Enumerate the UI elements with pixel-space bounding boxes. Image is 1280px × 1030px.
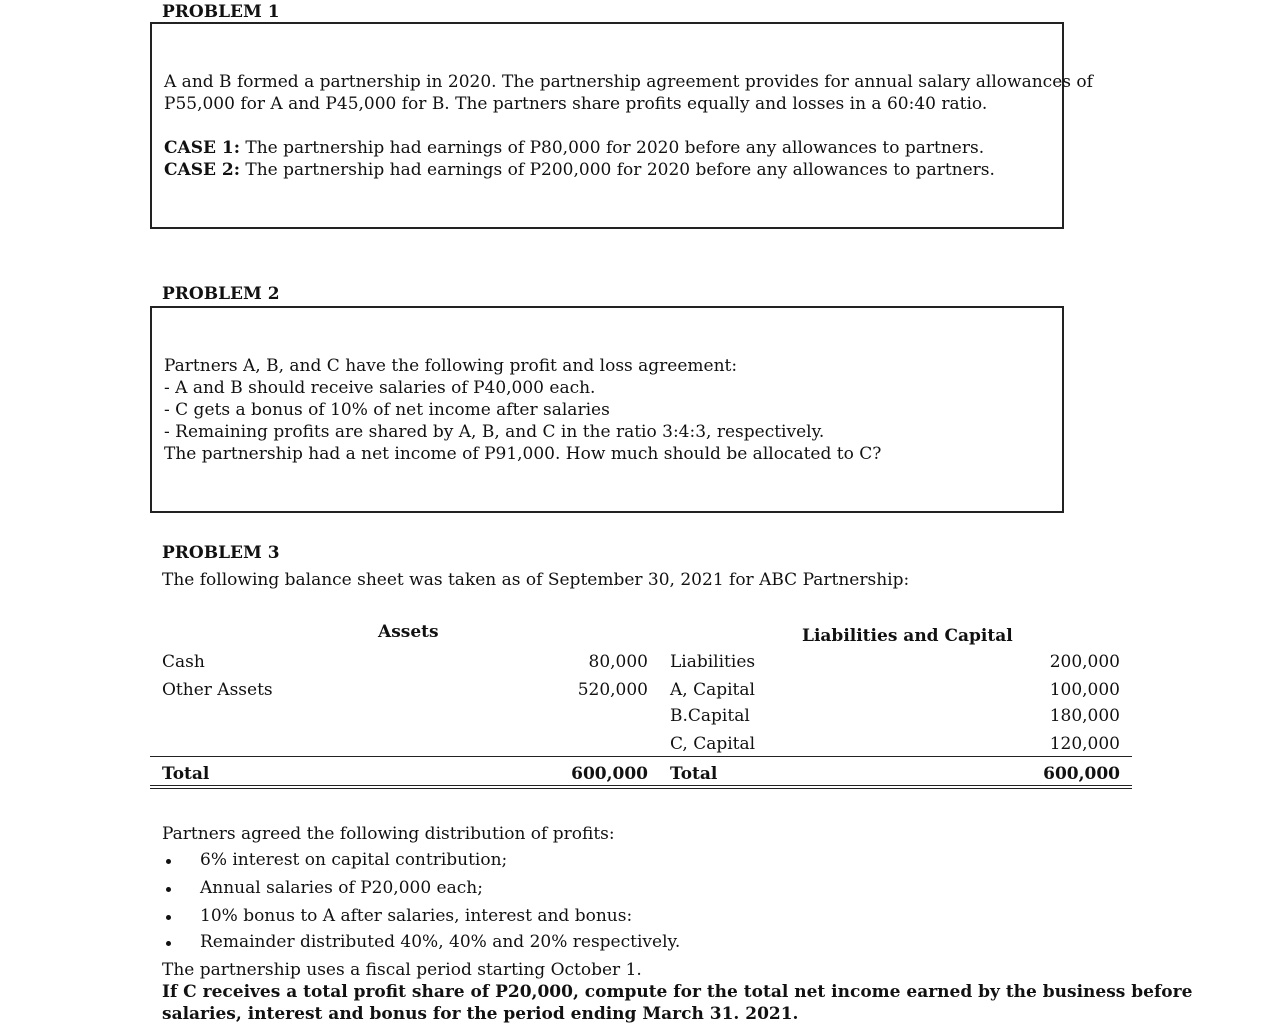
assets-header: Assets xyxy=(378,622,439,642)
problem-1-case-1 xyxy=(164,138,984,158)
total-assets-label: Total xyxy=(162,764,210,784)
problem-3-intro: The following balance sheet was taken as of September 30, 2021 for ABC Partnership: xyxy=(162,570,910,590)
question-line-2: salaries, interest and bonus for the period ending March 31. 2021. xyxy=(162,1004,799,1024)
bullet-icon xyxy=(166,887,171,892)
case-1-text: The partnership had earnings of P80,000 for 2020 before any allowances to partners. xyxy=(239,138,985,158)
problem-2-line: - C gets a bonus of 10% of net income after salaries xyxy=(164,400,610,420)
liability-value: 100,000 xyxy=(1049,680,1120,700)
problem-3-heading: PROBLEM 3 xyxy=(162,543,280,563)
total-liabilities-label: Total xyxy=(670,764,718,784)
total-double-rule-bottom xyxy=(150,788,1132,789)
asset-label: Other Assets xyxy=(162,680,273,700)
bullet-item: Remainder distributed 40%, 40% and 20% respectively. xyxy=(200,932,681,952)
total-assets-value: 600,000 xyxy=(571,764,648,784)
problem-1-box xyxy=(150,22,1093,229)
bullet-icon xyxy=(166,941,171,946)
problem-1-line-1: A and B formed a partnership in 2020. The partnership agreement provides for annual salary allowances of xyxy=(164,72,1093,92)
question-line-1: If C receives a total profit share of P20,000, compute for the total net income earned by the business before xyxy=(162,982,1193,1002)
liability-value: 180,000 xyxy=(1049,706,1120,726)
asset-label: Cash xyxy=(162,652,205,672)
bullet-item: 6% interest on capital contribution; xyxy=(200,850,508,870)
problem-2-line: The partnership had a net income of P91,000. How much should be allocated to C? xyxy=(164,444,882,464)
asset-value: 80,000 xyxy=(588,652,648,672)
problem-2-box xyxy=(150,306,1064,513)
problem-1-line-2: P55,000 for A and P45,000 for B. The partners share profits equally and losses in a 60:40 ratio. xyxy=(164,94,988,114)
agreement-intro: Partners agreed the following distribution of profits: xyxy=(162,824,615,844)
bullet-icon xyxy=(166,859,171,864)
liability-value: 200,000 xyxy=(1049,652,1120,672)
problem-2-heading: PROBLEM 2 xyxy=(162,284,280,304)
case-2-text: The partnership had earnings of P200,000 for 2020 before any allowances to partners. xyxy=(239,160,995,180)
liabilities-header: Liabilities and Capital xyxy=(802,626,1013,646)
liability-label: Liabilities xyxy=(670,652,756,672)
liability-label: B.Capital xyxy=(670,706,750,726)
problem-2-line: - Remaining profits are shared by A, B, and C in the ratio 3:4:3, respectively. xyxy=(164,422,825,442)
liability-label: C, Capital xyxy=(670,734,756,754)
subtotal-rule xyxy=(150,756,1132,757)
asset-value: 520,000 xyxy=(577,680,648,700)
problem-2-line: - A and B should receive salaries of P40,000 each. xyxy=(164,378,596,398)
liability-value: 120,000 xyxy=(1049,734,1120,754)
bullet-item: Annual salaries of P20,000 each; xyxy=(200,878,483,898)
fiscal-period-text: The partnership uses a fiscal period starting October 1. xyxy=(162,960,642,980)
problem-1-case-2 xyxy=(164,160,995,180)
problem-1-heading: PROBLEM 1 xyxy=(162,2,280,22)
total-double-rule-top xyxy=(150,785,1132,786)
case-2-label: CASE 2: xyxy=(164,160,240,180)
total-liabilities-value: 600,000 xyxy=(1043,764,1120,784)
liability-label: A, Capital xyxy=(670,680,755,700)
bullet-item: 10% bonus to A after salaries, interest and bonus: xyxy=(200,906,633,926)
bullet-icon xyxy=(166,915,171,920)
case-1-label: CASE 1: xyxy=(164,138,240,158)
problem-2-line: Partners A, B, and C have the following profit and loss agreement: xyxy=(164,356,738,376)
